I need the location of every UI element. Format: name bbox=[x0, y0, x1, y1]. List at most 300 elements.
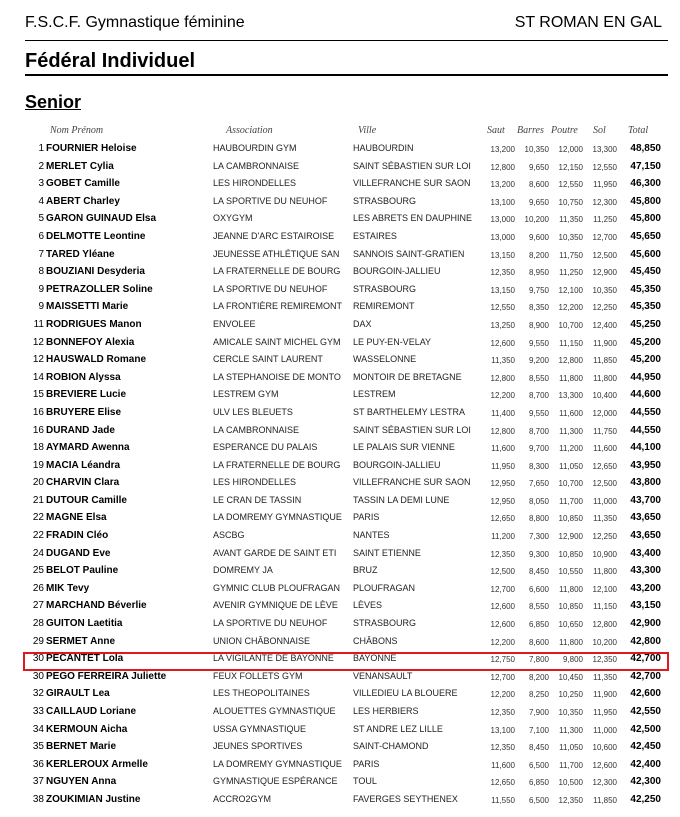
barres-score: 8,450 bbox=[528, 567, 549, 577]
rank-cell: 12 bbox=[32, 336, 44, 348]
rank-cell: 27 bbox=[32, 600, 44, 612]
ville-cell: WASSELONNE bbox=[353, 354, 417, 365]
ville-cell: STRASBOURG bbox=[353, 195, 417, 206]
poutre-score: 10,550 bbox=[558, 567, 583, 577]
saut-score: 11,350 bbox=[491, 356, 515, 366]
saut-score: 13,100 bbox=[490, 197, 515, 207]
saut-score: 12,200 bbox=[490, 391, 515, 401]
rank-cell: 14 bbox=[32, 371, 44, 383]
barres-score: 8,350 bbox=[528, 303, 549, 313]
association-cell: GYMNIC CLUB PLOUFRAGAN bbox=[213, 582, 341, 593]
table-row bbox=[0, 492, 680, 510]
sol-score: 11,850 bbox=[593, 795, 617, 805]
ville-cell: HAUBOURDIN bbox=[353, 143, 414, 153]
table-row bbox=[0, 509, 680, 527]
poutre-score: 12,100 bbox=[558, 285, 583, 295]
poutre-score: 10,850 bbox=[558, 514, 583, 524]
rank-cell: 26 bbox=[32, 582, 44, 594]
name-cell: NGUYEN Anna bbox=[46, 776, 117, 788]
sol-score: 12,300 bbox=[592, 778, 617, 788]
sol-score: 12,600 bbox=[592, 760, 617, 770]
total-score: 43,800 bbox=[630, 477, 661, 489]
ville-cell: SAINT SÉBASTIEN SUR LOI bbox=[353, 160, 471, 171]
barres-score: 9,550 bbox=[528, 408, 549, 418]
rank-cell: 34 bbox=[32, 723, 44, 735]
total-score: 44,950 bbox=[630, 371, 661, 383]
sol-score: 12,800 bbox=[592, 620, 617, 630]
poutre-score: 10,350 bbox=[558, 232, 583, 242]
association-cell: LA FRATERNELLE DE BOURG bbox=[213, 266, 341, 277]
category-heading: Senior bbox=[25, 92, 82, 112]
name-cell: BRUYERE Elise bbox=[46, 406, 122, 418]
sol-score: 11,950 bbox=[593, 180, 617, 190]
poutre-score: 11,200 bbox=[559, 444, 583, 454]
rank-cell: 30 bbox=[32, 670, 44, 682]
sol-score: 11,950 bbox=[593, 708, 617, 717]
total-score: 44,600 bbox=[630, 389, 661, 401]
sol-score: 12,500 bbox=[592, 479, 617, 489]
barres-score: 7,900 bbox=[528, 708, 549, 717]
poutre-score: 13,300 bbox=[558, 391, 583, 401]
sol-score: 12,100 bbox=[592, 584, 617, 594]
association-cell: UNION CHÂBONNAISE bbox=[213, 635, 311, 646]
name-cell: ABERT Charley bbox=[46, 195, 120, 207]
table-row bbox=[0, 140, 680, 158]
ville-cell: LÈVES bbox=[353, 600, 383, 611]
saut-score: 12,350 bbox=[490, 708, 515, 717]
total-score: 42,700 bbox=[630, 653, 661, 665]
table-row bbox=[0, 422, 680, 440]
table-row bbox=[0, 210, 680, 228]
rank-cell: 33 bbox=[32, 706, 44, 717]
poutre-score: 10,500 bbox=[558, 778, 583, 788]
saut-score: 11,600 bbox=[491, 444, 515, 454]
saut-score: 12,350 bbox=[490, 549, 515, 559]
table-row bbox=[0, 175, 680, 193]
total-score: 43,300 bbox=[630, 565, 661, 577]
table-row bbox=[0, 193, 680, 211]
association-cell: ACCRO2GYM bbox=[213, 793, 272, 804]
total-score: 42,800 bbox=[630, 635, 661, 647]
poutre-score: 11,250 bbox=[559, 268, 583, 278]
name-cell: HAUSWALD Romane bbox=[46, 354, 147, 366]
ville-cell: BAYONNE bbox=[353, 653, 397, 664]
sol-score: 13,300 bbox=[592, 145, 617, 154]
total-score: 44,550 bbox=[630, 406, 661, 418]
ville-cell: PARIS bbox=[353, 512, 380, 523]
rank-cell: 20 bbox=[32, 477, 44, 489]
competition-title: Fédéral Individuel bbox=[25, 50, 196, 72]
table-row bbox=[0, 439, 680, 457]
saut-score: 11,550 bbox=[491, 795, 515, 805]
association-cell: ENVOLEE bbox=[213, 318, 256, 329]
sol-score: 10,900 bbox=[592, 549, 617, 559]
saut-score: 11,600 bbox=[491, 760, 515, 770]
saut-score: 13,200 bbox=[490, 145, 515, 154]
table-row bbox=[0, 228, 680, 246]
saut-score: 12,800 bbox=[490, 162, 515, 172]
poutre-score: 11,350 bbox=[559, 215, 583, 225]
ville-cell: DAX bbox=[353, 318, 372, 329]
poutre-score: 11,300 bbox=[559, 725, 583, 735]
name-cell: BONNEFOY Alexia bbox=[46, 336, 135, 348]
table-row bbox=[0, 351, 680, 369]
ville-cell: CHÂBONS bbox=[353, 635, 398, 646]
sol-score: 10,400 bbox=[592, 391, 617, 401]
sol-score: 12,400 bbox=[592, 320, 617, 330]
barres-score: 8,700 bbox=[528, 426, 549, 436]
saut-score: 13,000 bbox=[490, 215, 515, 225]
poutre-score: 12,350 bbox=[558, 795, 583, 805]
table-row bbox=[0, 474, 680, 492]
sol-score: 11,350 bbox=[593, 514, 617, 524]
barres-score: 8,550 bbox=[528, 602, 549, 612]
name-cell: PEGO FERREIRA Juliette bbox=[46, 670, 167, 682]
page-header bbox=[25, 14, 662, 34]
ville-cell: PARIS bbox=[353, 758, 380, 769]
barres-score: 8,200 bbox=[528, 250, 549, 260]
total-score: 42,300 bbox=[630, 776, 661, 788]
saut-score: 13,250 bbox=[490, 320, 515, 330]
barres-score: 6,850 bbox=[528, 620, 549, 630]
poutre-score: 11,300 bbox=[559, 426, 583, 436]
total-score: 45,250 bbox=[630, 318, 661, 330]
table-row bbox=[0, 685, 680, 703]
saut-score: 13,200 bbox=[490, 180, 515, 190]
col-sol: Sol bbox=[593, 125, 606, 136]
poutre-score: 11,600 bbox=[559, 408, 583, 418]
poutre-score: 12,150 bbox=[558, 162, 583, 172]
barres-score: 10,200 bbox=[524, 215, 549, 225]
name-cell: FOURNIER Heloise bbox=[46, 143, 137, 154]
total-score: 42,600 bbox=[630, 688, 661, 700]
barres-score: 6,500 bbox=[528, 795, 549, 805]
barres-score: 6,500 bbox=[528, 760, 549, 770]
rank-cell: 35 bbox=[32, 741, 44, 753]
sol-score: 12,650 bbox=[592, 461, 617, 471]
barres-score: 8,550 bbox=[528, 373, 549, 383]
barres-score: 7,800 bbox=[528, 655, 549, 665]
table-row bbox=[0, 369, 680, 387]
table-row bbox=[0, 158, 680, 176]
col-barres: Barres bbox=[517, 125, 544, 136]
total-score: 43,150 bbox=[630, 600, 661, 612]
total-score: 42,700 bbox=[630, 670, 661, 682]
poutre-score: 12,000 bbox=[558, 145, 583, 154]
total-score: 45,800 bbox=[630, 213, 661, 225]
name-cell: MERLET Cylia bbox=[46, 160, 114, 172]
total-score: 42,400 bbox=[630, 758, 661, 770]
total-score: 48,850 bbox=[630, 143, 661, 154]
sol-score: 12,700 bbox=[592, 232, 617, 242]
ville-cell: VENANSAULT bbox=[353, 670, 413, 681]
poutre-score: 10,850 bbox=[558, 602, 583, 612]
total-score: 42,900 bbox=[630, 618, 661, 630]
ville-cell: ST ANDRE LEZ LILLE bbox=[353, 723, 443, 734]
association-cell: LES HIRONDELLES bbox=[213, 477, 297, 488]
table-row bbox=[0, 545, 680, 563]
sol-score: 12,900 bbox=[592, 268, 617, 278]
title-divider bbox=[25, 74, 668, 76]
sol-score: 12,300 bbox=[592, 197, 617, 207]
barres-score: 9,550 bbox=[528, 338, 549, 348]
ville-cell: TOUL bbox=[353, 776, 377, 787]
sol-score: 10,200 bbox=[592, 637, 617, 647]
sol-score: 11,800 bbox=[593, 567, 617, 577]
rank-cell: 25 bbox=[32, 565, 44, 577]
name-cell: BERNET Marie bbox=[46, 741, 117, 753]
rank-cell: 9 bbox=[38, 301, 44, 313]
poutre-score: 10,700 bbox=[558, 479, 583, 489]
ville-cell: ST BARTHELEMY LESTRA bbox=[353, 406, 466, 417]
barres-score: 9,650 bbox=[528, 162, 549, 172]
association-cell: LA SPORTIVE DU NEUHOF bbox=[213, 618, 328, 629]
barres-score: 7,650 bbox=[528, 479, 549, 489]
column-headers bbox=[0, 125, 680, 137]
name-cell: SERMET Anne bbox=[46, 635, 116, 647]
name-cell: DELMOTTE Leontine bbox=[46, 230, 146, 242]
poutre-score: 12,200 bbox=[558, 303, 583, 313]
sol-score: 11,900 bbox=[593, 338, 617, 348]
association-cell: GYMNASTIQUE ESPÉRANCE bbox=[213, 776, 338, 787]
table-row bbox=[0, 386, 680, 404]
association-cell: LA STEPHANOISE DE MONTO bbox=[213, 371, 341, 382]
poutre-score: 11,050 bbox=[559, 743, 583, 753]
ville-cell: SANNOIS SAINT-GRATIEN bbox=[353, 248, 465, 259]
sol-score: 11,150 bbox=[593, 602, 617, 612]
table-row bbox=[0, 791, 680, 809]
name-cell: DUTOUR Camille bbox=[46, 494, 127, 506]
barres-score: 8,300 bbox=[528, 461, 549, 471]
poutre-score: 12,800 bbox=[558, 356, 583, 366]
ville-cell: BRUZ bbox=[353, 565, 378, 576]
total-score: 44,550 bbox=[630, 424, 661, 436]
association-cell: AMICALE SAINT MICHEL GYM bbox=[213, 336, 341, 347]
table-row bbox=[0, 263, 680, 281]
table-row bbox=[0, 756, 680, 774]
name-cell: FRADIN Cléo bbox=[46, 530, 109, 542]
barres-score: 7,300 bbox=[528, 532, 549, 542]
poutre-score: 10,750 bbox=[558, 197, 583, 207]
poutre-score: 10,650 bbox=[558, 620, 583, 630]
sol-score: 11,600 bbox=[593, 444, 617, 454]
total-score: 46,300 bbox=[630, 178, 661, 190]
total-score: 43,650 bbox=[630, 530, 661, 542]
results-table bbox=[0, 140, 680, 809]
name-cell: RODRIGUES Manon bbox=[46, 318, 142, 330]
barres-score: 8,600 bbox=[528, 180, 549, 190]
name-cell: GIRAULT Lea bbox=[46, 688, 110, 700]
rank-cell: 6 bbox=[38, 230, 44, 242]
association-cell: ASCBG bbox=[213, 530, 245, 541]
name-cell: AYMARD Awenna bbox=[46, 442, 130, 454]
association-cell: LA CAMBRONNAISE bbox=[213, 424, 300, 435]
ville-cell: PLOUFRAGAN bbox=[353, 582, 416, 593]
association-cell: LA FRATERNELLE DE BOURG bbox=[213, 459, 341, 470]
association-cell: LA SPORTIVE DU NEUHOF bbox=[213, 195, 328, 206]
saut-score: 12,500 bbox=[490, 567, 515, 577]
total-score: 45,600 bbox=[630, 248, 661, 260]
saut-score: 12,650 bbox=[490, 778, 515, 788]
poutre-score: 11,800 bbox=[559, 637, 583, 647]
total-score: 45,450 bbox=[630, 266, 661, 278]
table-row bbox=[0, 597, 680, 615]
rank-cell: 32 bbox=[32, 688, 44, 700]
total-score: 45,350 bbox=[630, 283, 661, 295]
federation-label: F.S.C.F. Gymnastique féminine bbox=[25, 14, 245, 31]
poutre-score: 11,800 bbox=[559, 373, 583, 383]
rank-cell: 37 bbox=[32, 776, 44, 788]
sol-score: 11,850 bbox=[593, 356, 617, 366]
ville-cell: SAINT ETIENNE bbox=[353, 547, 421, 558]
rank-cell: 12 bbox=[32, 354, 44, 366]
barres-score: 8,600 bbox=[528, 637, 549, 647]
name-cell: CHARVIN Clara bbox=[46, 477, 120, 489]
sol-score: 10,600 bbox=[592, 743, 617, 753]
ville-cell: BOURGOIN-JALLIEU bbox=[353, 459, 441, 470]
association-cell: LA VIGILANTE DE BAYONNE bbox=[213, 653, 334, 664]
ville-cell: LESTREM bbox=[353, 389, 396, 400]
rank-cell: 29 bbox=[32, 635, 44, 647]
barres-score: 9,700 bbox=[528, 444, 549, 454]
barres-score: 9,300 bbox=[528, 549, 549, 559]
barres-score: 8,250 bbox=[528, 690, 549, 700]
association-cell: LES HIRONDELLES bbox=[213, 178, 297, 189]
association-cell: LA SPORTIVE DU NEUHOF bbox=[213, 283, 328, 294]
total-score: 45,800 bbox=[630, 195, 661, 207]
ville-cell: BOURGOIN-JALLIEU bbox=[353, 266, 441, 277]
saut-score: 12,600 bbox=[490, 602, 515, 612]
saut-score: 12,200 bbox=[490, 690, 515, 700]
association-cell: ESPERANCE DU PALAIS bbox=[213, 442, 318, 453]
sol-score: 11,800 bbox=[593, 373, 617, 383]
rank-cell: 19 bbox=[32, 459, 44, 471]
saut-score: 13,150 bbox=[490, 250, 515, 260]
ville-cell: SAINT SÉBASTIEN SUR LOI bbox=[353, 424, 471, 435]
name-cell: MARCHAND Béverlie bbox=[46, 600, 147, 612]
poutre-score: 11,050 bbox=[559, 461, 583, 471]
saut-score: 12,800 bbox=[490, 373, 515, 383]
association-cell: LA FRONTIÈRE REMIREMONT bbox=[213, 301, 343, 312]
rank-cell: 4 bbox=[38, 195, 44, 207]
saut-score: 12,350 bbox=[490, 743, 515, 753]
rank-cell: 8 bbox=[38, 266, 44, 278]
total-score: 43,950 bbox=[630, 459, 661, 471]
barres-score: 8,450 bbox=[528, 743, 549, 753]
rank-cell: 21 bbox=[32, 494, 44, 506]
association-cell: LA DOMREMY GYMNASTIQUE bbox=[213, 758, 342, 769]
name-cell: KERLEROUX Armelle bbox=[46, 758, 148, 770]
name-cell: GUITON Laetitia bbox=[46, 618, 123, 630]
poutre-score: 9,800 bbox=[562, 655, 583, 665]
col-saut: Saut bbox=[487, 125, 505, 136]
saut-score: 12,700 bbox=[490, 584, 515, 594]
saut-score: 13,150 bbox=[490, 285, 515, 295]
association-cell: USSA GYMNASTIQUE bbox=[213, 723, 307, 734]
total-score: 45,200 bbox=[630, 354, 661, 366]
poutre-score: 10,350 bbox=[558, 708, 583, 717]
barres-score: 8,200 bbox=[528, 672, 549, 682]
ville-cell: FAVERGES SEYTHENEX bbox=[353, 793, 458, 804]
table-row bbox=[0, 721, 680, 739]
table-row bbox=[0, 281, 680, 299]
barres-score: 8,700 bbox=[528, 391, 549, 401]
association-cell: JEUNES SPORTIVES bbox=[213, 741, 303, 752]
sol-score: 11,250 bbox=[593, 215, 617, 225]
name-cell: PETRAZOLLER Soline bbox=[46, 283, 153, 295]
total-score: 42,250 bbox=[630, 793, 661, 805]
rank-cell: 9 bbox=[38, 283, 44, 295]
name-cell: DURAND Jade bbox=[46, 424, 115, 436]
total-score: 43,400 bbox=[630, 547, 661, 559]
sol-score: 12,000 bbox=[592, 408, 617, 418]
name-cell: MIK Tevy bbox=[46, 582, 90, 594]
saut-score: 12,550 bbox=[490, 303, 515, 313]
rank-cell: 2 bbox=[38, 160, 44, 172]
rank-cell: 36 bbox=[32, 758, 44, 770]
poutre-score: 12,550 bbox=[558, 180, 583, 190]
saut-score: 12,350 bbox=[490, 268, 515, 278]
table-row bbox=[0, 633, 680, 651]
table-row bbox=[0, 457, 680, 475]
table-row bbox=[0, 334, 680, 352]
rank-cell: 28 bbox=[32, 618, 44, 630]
saut-score: 11,400 bbox=[491, 408, 515, 418]
ville-cell: TASSIN LA DEMI LUNE bbox=[353, 494, 450, 505]
name-cell: BOUZIANI Desyderia bbox=[46, 266, 145, 278]
poutre-score: 11,150 bbox=[559, 338, 583, 348]
ville-cell: SAINT-CHAMOND bbox=[353, 741, 429, 752]
saut-score: 12,750 bbox=[490, 655, 515, 665]
name-cell: TARED Yléane bbox=[46, 248, 115, 260]
ville-cell: VILLEFRANCHE SUR SAON bbox=[353, 477, 471, 488]
highlight-box bbox=[23, 652, 669, 671]
poutre-score: 11,800 bbox=[559, 584, 583, 594]
total-score: 45,200 bbox=[630, 336, 661, 348]
header-divider bbox=[25, 40, 668, 41]
ville-cell: STRASBOURG bbox=[353, 283, 417, 294]
table-row bbox=[0, 298, 680, 316]
table-row bbox=[0, 562, 680, 580]
sol-score: 12,250 bbox=[592, 303, 617, 313]
sol-score: 12,500 bbox=[592, 250, 617, 260]
total-score: 45,350 bbox=[630, 301, 661, 313]
total-score: 43,200 bbox=[630, 582, 661, 594]
association-cell: HAUBOURDIN GYM bbox=[213, 143, 297, 153]
rank-cell: 24 bbox=[32, 547, 44, 559]
association-cell: LES THEOPOLITAINES bbox=[213, 688, 310, 699]
sol-score: 10,350 bbox=[592, 285, 617, 295]
barres-score: 6,850 bbox=[528, 778, 549, 788]
table-row bbox=[0, 527, 680, 545]
name-cell: BELOT Pauline bbox=[46, 565, 119, 577]
ville-cell: LE PUY-EN-VELAY bbox=[353, 336, 432, 347]
name-cell: GARON GUINAUD Elsa bbox=[46, 213, 157, 225]
ville-cell: STRASBOURG bbox=[353, 618, 417, 629]
ville-cell: LES ABRETS EN DAUPHINE bbox=[353, 213, 473, 224]
barres-score: 8,800 bbox=[528, 514, 549, 524]
barres-score: 8,950 bbox=[528, 268, 549, 278]
saut-score: 12,200 bbox=[490, 637, 515, 647]
name-cell: GOBET Camille bbox=[46, 178, 120, 190]
table-row bbox=[0, 580, 680, 598]
rank-cell: 38 bbox=[32, 793, 44, 805]
rank-cell: 30 bbox=[32, 653, 44, 665]
association-cell: LA CAMBRONNAISE bbox=[213, 160, 300, 171]
name-cell: CAILLAUD Loriane bbox=[46, 706, 136, 717]
total-score: 42,550 bbox=[630, 706, 661, 717]
poutre-score: 10,700 bbox=[558, 320, 583, 330]
